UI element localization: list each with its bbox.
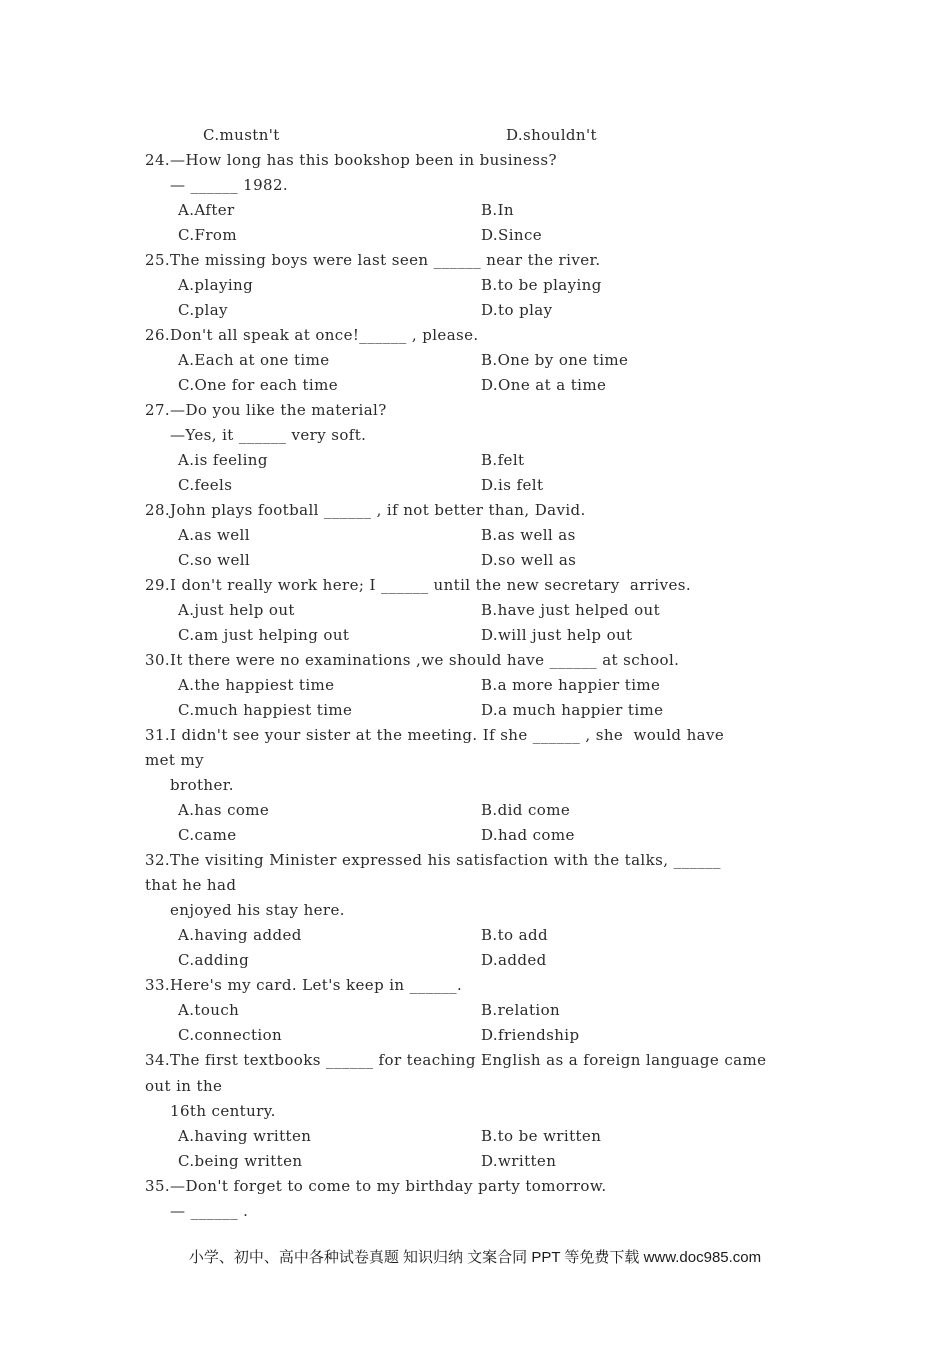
question-34-option-a: A.having written xyxy=(178,1127,312,1145)
question-32-stem: 32.The visiting Minister expressed his satisfaction with the talks, ______ xyxy=(145,851,721,869)
question-26-option-d: D.One at a time xyxy=(481,376,607,394)
question-24-option-c: C.From xyxy=(178,226,237,244)
question-25-option-b: B.to be playing xyxy=(481,276,602,294)
question-30-option-a: A.the happiest time xyxy=(178,676,335,694)
question-28-option-c: C.so well xyxy=(178,551,251,569)
question-27-option-b: B.felt xyxy=(481,451,525,469)
option-c: C.mustn't xyxy=(203,126,280,144)
question-29-option-d: D.will just help out xyxy=(481,626,633,644)
question-33-option-d: D.friendship xyxy=(481,1026,580,1044)
question-33-option-c: C.connection xyxy=(178,1026,283,1044)
question-32-stem-continued: that he had xyxy=(145,876,237,894)
question-29-option-a: A.just help out xyxy=(178,601,295,619)
question-31-option-b: B.did come xyxy=(481,801,571,819)
question-24-option-a: A.After xyxy=(178,201,235,219)
question-32-option-c: C.adding xyxy=(178,951,250,969)
question-30-option-d: D.a much happier time xyxy=(481,701,664,719)
question-34-stem: 34.The first textbooks ______ for teaching English as a foreign language came xyxy=(145,1051,767,1069)
question-27-option-d: D.is felt xyxy=(481,476,544,494)
question-24-reply: — ______ 1982. xyxy=(170,176,289,194)
question-30-stem: 30.It there were no examinations ,we should have ______ at school. xyxy=(145,651,680,669)
question-27-option-a: A.is feeling xyxy=(178,451,268,469)
question-34-stem-end: 16th century. xyxy=(170,1102,276,1120)
question-34-option-d: D.written xyxy=(481,1152,557,1170)
question-24-stem: 24.—How long has this bookshop been in business? xyxy=(145,151,557,169)
question-31-option-a: A.has come xyxy=(178,801,270,819)
page-footer xyxy=(0,1246,950,1267)
question-31-option-d: D.had come xyxy=(481,826,575,844)
question-27-option-c: C.feels xyxy=(178,476,233,494)
question-31-stem-continued: met my xyxy=(145,751,204,769)
option-d: D.shouldn't xyxy=(506,126,597,144)
question-26-option-b: B.One by one time xyxy=(481,351,629,369)
question-35-reply: — ______ . xyxy=(170,1202,249,1220)
question-31-stem: 31.I didn't see your sister at the meeting. If she ______ , she would have xyxy=(145,726,725,744)
question-33-option-a: A.touch xyxy=(178,1001,240,1019)
question-29-option-b: B.have just helped out xyxy=(481,601,661,619)
question-27-reply: —Yes, it ______ very soft. xyxy=(170,426,367,444)
question-33-option-b: B.relation xyxy=(481,1001,561,1019)
question-25-stem: 25.The missing boys were last seen ______ near the river. xyxy=(145,251,601,269)
question-32-option-a: A.having added xyxy=(178,926,302,944)
question-32-stem-end: enjoyed his stay here. xyxy=(170,901,345,919)
question-26-stem: 26.Don't all speak at once!______ , please. xyxy=(145,326,479,344)
question-32-option-d: D.added xyxy=(481,951,547,969)
question-26-option-c: C.One for each time xyxy=(178,376,339,394)
question-31-stem-end: brother. xyxy=(170,776,234,794)
question-34-stem-continued: out in the xyxy=(145,1077,223,1095)
question-32-option-b: B.to add xyxy=(481,926,548,944)
footer-text: 小学、初中、高中各种试卷真题 知识归纳 文案合同 PPT 等免费下载 xyxy=(188,1249,640,1266)
question-27-stem: 27.—Do you like the material? xyxy=(145,401,387,419)
question-28-option-a: A.as well xyxy=(178,526,250,544)
question-29-option-c: C.am just helping out xyxy=(178,626,350,644)
question-28-option-d: D.so well as xyxy=(481,551,577,569)
question-24-option-d: D.Since xyxy=(481,226,543,244)
question-30-option-b: B.a more happier time xyxy=(481,676,661,694)
question-24-option-b: B.In xyxy=(481,201,514,219)
question-35-stem: 35.—Don't forget to come to my birthday party tomorrow. xyxy=(145,1177,607,1195)
question-29-stem: 29.I don't really work here; I ______ until the new secretary arrives. xyxy=(145,576,692,594)
question-30-option-c: C.much happiest time xyxy=(178,701,353,719)
footer-url[interactable]: www.doc985.com xyxy=(643,1249,762,1266)
question-33-stem: 33.Here's my card. Let's keep in ______. xyxy=(145,976,463,994)
question-26-option-a: A.Each at one time xyxy=(178,351,330,369)
question-34-option-b: B.to be written xyxy=(481,1127,602,1145)
question-25-option-d: D.to play xyxy=(481,301,553,319)
question-28-option-b: B.as well as xyxy=(481,526,576,544)
question-31-option-c: C.came xyxy=(178,826,237,844)
question-25-option-c: C.play xyxy=(178,301,228,319)
question-28-stem: 28.John plays football ______ , if not better than, David. xyxy=(145,501,586,519)
question-25-option-a: A.playing xyxy=(178,276,254,294)
question-34-option-c: C.being written xyxy=(178,1152,303,1170)
